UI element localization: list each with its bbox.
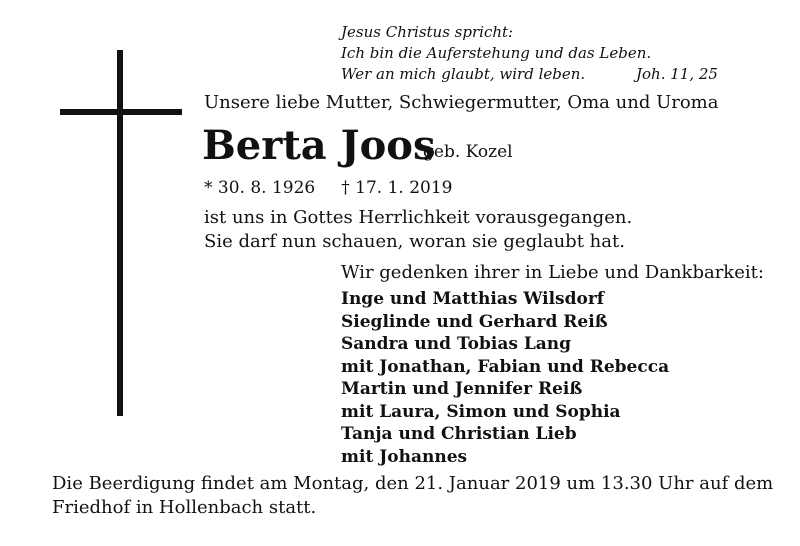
birth-date: * 30. 8. 1926	[204, 178, 316, 198]
death-date: † 17. 1. 2019	[341, 178, 453, 198]
quote-reference: Joh. 11, 25	[636, 65, 718, 83]
mourner-entry: Sieglinde und Gerhard Reiß	[341, 311, 608, 332]
mourner-entry: mit Johannes	[341, 446, 468, 467]
mourner-entry: Tanja und Christian Lieb	[341, 424, 577, 444]
memorial-text-line: Sie darf nun schauen, woran sie geglaubt hat.	[204, 231, 625, 252]
quote-line: Jesus Christus spricht:	[341, 23, 514, 41]
cross-icon	[117, 50, 123, 416]
deceased-name: Berta Joos	[202, 122, 436, 169]
intro-text: Unsere liebe Mutter, Schwiegermutter, Oma und Uroma	[204, 92, 719, 113]
thanks-line: Wir gedenken ihrer in Liebe und Dankbarkeit:	[341, 262, 764, 283]
life-dates	[204, 178, 452, 198]
mourner-entry: mit Laura, Simon und Sophia	[341, 401, 621, 422]
bible-quote	[341, 22, 718, 85]
funeral-notice-line: Die Beerdigung findet am Montag, den 21. Januar 2019 um 13.30 Uhr auf dem	[52, 473, 774, 494]
mourner-entry: Sandra und Tobias Lang	[341, 334, 572, 354]
cross-icon-crossbar	[60, 109, 182, 115]
memorial-text	[204, 206, 632, 254]
memorial-text-line: ist uns in Gottes Herrlichkeit vorausgegangen.	[204, 207, 633, 228]
funeral-notice-line: Friedhof in Hollenbach statt.	[52, 497, 317, 518]
mourner-entry: mit Jonathan, Fabian und Rebecca	[341, 356, 670, 377]
mourner-entry: Inge und Matthias Wilsdorf	[341, 289, 605, 309]
maiden-name: geb. Kozel	[423, 142, 513, 162]
funeral-notice	[52, 472, 773, 520]
mourner-entry: Martin und Jennifer Reiß	[341, 379, 583, 399]
mourners-list	[341, 288, 669, 468]
quote-line: Wer an mich glaubt, wird leben.	[341, 65, 586, 83]
quote-line: Ich bin die Auferstehung und das Leben.	[341, 44, 652, 62]
